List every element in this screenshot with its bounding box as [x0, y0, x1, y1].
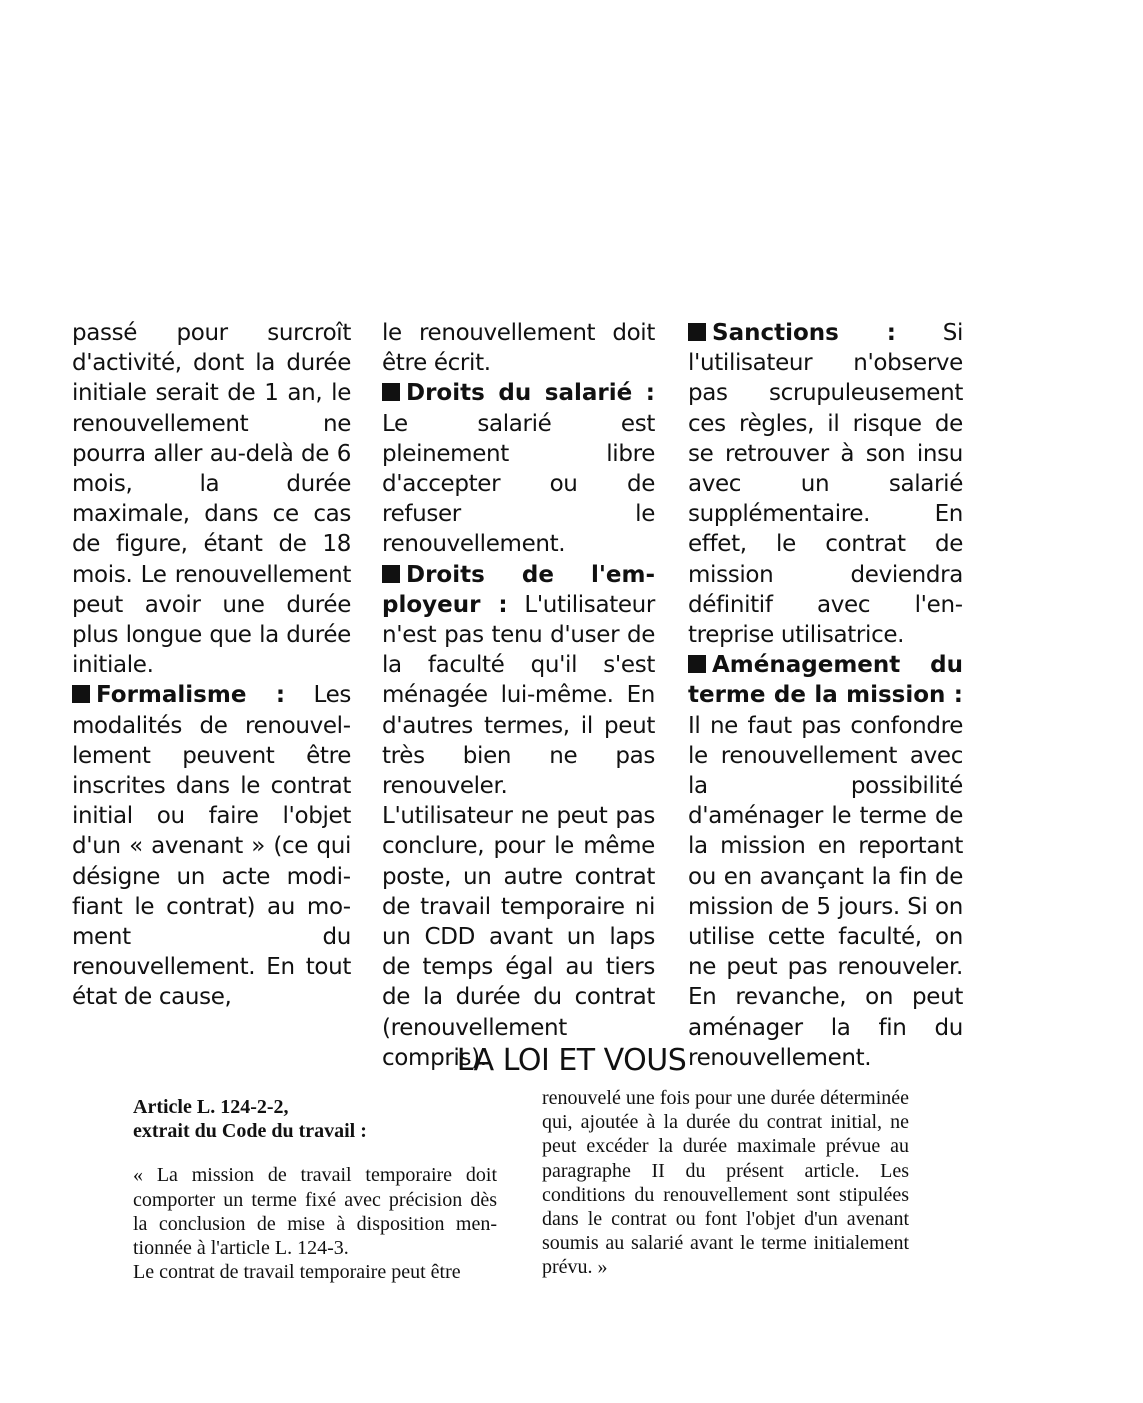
- law-box-title: LA LOI ET VOUS: [456, 1043, 687, 1078]
- law-column-left: [133, 1095, 497, 1284]
- article-reference-line-1: Article L. 124-2-2,: [133, 1096, 289, 1118]
- droits-employeur-text: L'utilisateur n'est pas tenu d'user de la faculté qu'il s'est ménagée lui-même. En d'autres termes, il peut très bien ne pas renouveler.: [382, 591, 655, 800]
- droits-salarie-paragraph: [382, 378, 655, 559]
- sanctions-paragraph: [688, 318, 963, 650]
- law-column-right: [542, 1086, 909, 1280]
- sanctions-text: Si l'utilisateur n'observe pas scrupuleusement ces règles, il risque de se retrouver à son insu avec un salarié supplémentaire. En effet, le contrat de mission deviendra définitif avec l'entreprise utilisatrice.: [688, 320, 963, 649]
- droits-employeur-heading: Droits de l'employeur :: [382, 561, 655, 618]
- column-2-intro: le renouvellement doit être écrit.: [382, 320, 655, 377]
- bullet-square-icon: [688, 323, 706, 341]
- law-text-left-paragraph-2: Le contrat de travail temporaire peut être: [133, 1261, 461, 1284]
- bullet-square-icon: [382, 565, 400, 583]
- law-text-right: renouvelé une fois pour une durée déterminée qui, ajoutée à la durée du contrat initial, ne peut excéder la durée maximale prévue au paragraphe II du présent article. Les conditions du renouvellement sont stipulées dans le contrat ou font l'objet d'un avenant soumis au salarié avant le terme initialement prévu. »: [542, 1087, 909, 1279]
- amenagement-heading: Aménagement du terme de la mission :: [688, 652, 963, 709]
- formalisme-paragraph: [72, 680, 351, 1012]
- amenagement-paragraph: [688, 650, 963, 1073]
- bullet-square-icon: [382, 383, 400, 401]
- amenagement-text: Il ne faut pas confondre le renouvellement avec la possibilité d'aménager le terme de la mission en reportant ou en avançant la fin de mission de 5 jours. Si on utilise cette faculté, on ne peut pas renouveler. En revanche, on peut aménager la fin du renouvellement.: [688, 712, 963, 1071]
- column-1-intro: passé pour surcroît d'activité, dont la durée initiale serait de 1 an, le renouvellement ne pourra aller au-delà de 6 mois, la durée maximale, dans ce cas de figure, étant de 18 mois. Le renouvellement peut avoir une durée plus longue que la durée initiale.: [72, 320, 351, 679]
- article-reference-line-2: extrait du Code du travail :: [133, 1120, 367, 1143]
- formalisme-heading: Formalisme :: [96, 682, 286, 709]
- article-reference: [133, 1095, 497, 1143]
- droits-salarie-text: Le salarié est pleinement libre d'accepter ou de refuser le renouvellement.: [382, 410, 655, 558]
- formalisme-text: Les modalités de renouvellement peuvent être inscrites dans le contrat initial ou faire l'objet d'un « avenant » (ce qui désigne un acte modifiant le contrat) au moment du renouvellement. En tout état de cause,: [72, 682, 352, 1011]
- utilisateur-paragraph: L'utilisateur ne peut pas conclure, pour le même poste, un autre contrat de travail temporaire ni un CDD avant un laps de temps égal au tiers de la durée du contrat (renouvellement compris).: [382, 803, 655, 1071]
- droits-salarie-heading: Droits du salarié :: [406, 380, 655, 407]
- bullet-square-icon: [72, 685, 90, 703]
- droits-employeur-paragraph: [382, 560, 655, 802]
- article-column-2: [382, 318, 655, 1073]
- sanctions-heading: Sanctions :: [712, 320, 896, 346]
- article-column-3: [688, 318, 963, 1073]
- law-text-left-paragraph-1: « La mission de travail temporaire doit comporter un terme fixé avec précision dès la conclusion de mise à disposition mentionnée à l'article L. 124-3.: [133, 1164, 497, 1260]
- article-column-1: [72, 318, 351, 1013]
- bullet-square-icon: [688, 655, 706, 673]
